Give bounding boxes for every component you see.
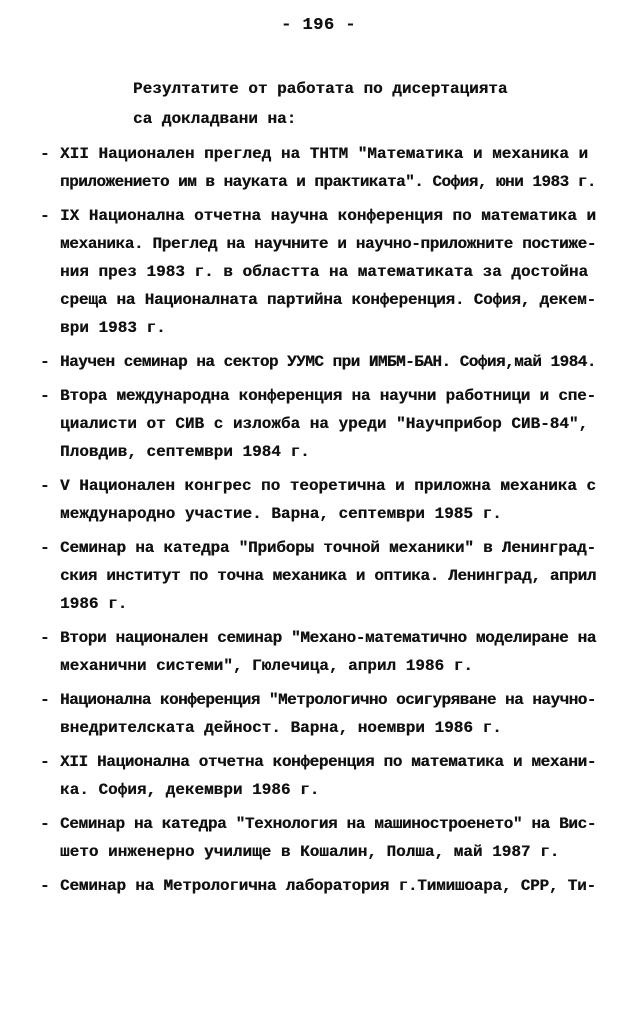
list-item: [36, 472, 596, 528]
list-item-line: Научен семинар на сектор УУМС при ИМБМ-БАН. София,май 1984.: [60, 353, 596, 371]
list-bullet-dash: -: [40, 691, 50, 709]
list-item-line: Пловдив, септември 1984 г.: [60, 443, 310, 461]
list-item-line: Национална конференция "Метрологично осигуряване на научно-: [60, 691, 596, 709]
list-item-line: среща на Националната партийна конференция. София, декем-: [60, 291, 596, 309]
list-item-line: Семинар на катедра "Приборы точной механики" в Ленинград-: [60, 539, 596, 557]
list-item-line: механика. Преглед на научните и научно-приложните постиже-: [60, 235, 597, 253]
list-item: [36, 748, 596, 804]
list-bullet-dash: -: [40, 629, 50, 647]
list-bullet-dash: -: [40, 207, 50, 225]
list-item-line: механични системи", Гюлечица, април 1986 г.: [60, 657, 473, 675]
list-item-line: ския институт по точна механика и оптика. Ленинград, април: [60, 567, 597, 585]
list-item: [36, 534, 596, 618]
list-item: [36, 624, 596, 680]
list-item-line: ния през 1983 г. в областта на математиката за достойна: [60, 263, 589, 281]
list-item-line: приложението им в науката и практиката". София, юни 1983 г.: [60, 173, 596, 191]
list-item: [36, 140, 596, 196]
list-item-line: внедрителската дейност. Варна, ноември 1986 г.: [60, 719, 502, 737]
list-bullet-dash: -: [40, 815, 50, 833]
list-item-line: 1986 г.: [60, 595, 128, 613]
list-item-line: шето инженерно училище в Кошалин, Полша, май 1987 г.: [60, 843, 560, 861]
list-bullet-dash: -: [40, 753, 50, 771]
list-item-line: Семинар на катедра "Технология на машиностроенето" на Вис-: [60, 815, 597, 833]
list-item-line: ври 1983 г.: [60, 319, 166, 337]
intro-paragraph: [133, 74, 507, 134]
list-item-line: международно участие. Варна, септември 1985 г.: [60, 505, 502, 523]
list-bullet-dash: -: [40, 477, 50, 495]
list-item-line: Семинар на Метрологична лаборатория г.Тимишоара, СРР, Ти-: [60, 877, 596, 895]
intro-line: Резултатите от работата по дисертацията: [133, 80, 508, 98]
list-item: [36, 382, 596, 466]
list-item-line: Втора международна конференция на научни работници и спе-: [60, 387, 596, 405]
list-item-line: ка. София, декември 1986 г.: [60, 781, 320, 799]
page-number: - 196 -: [281, 16, 356, 35]
list-bullet-dash: -: [40, 387, 50, 405]
list-item-line: XII Национален преглед на ТНТМ "Математика и механика и: [60, 145, 589, 163]
intro-line: са докладвани на:: [133, 110, 297, 128]
list-item: [36, 872, 596, 900]
list-item: [36, 202, 596, 342]
list-item-line: циалисти от СИВ с изложба на уреди "Научприбор СИВ-84",: [60, 415, 589, 433]
list-item-line: XII Национална отчетна конференция по математика и механи-: [60, 753, 597, 771]
list-bullet-dash: -: [40, 353, 50, 371]
list-item: [36, 348, 596, 376]
list-bullet-dash: -: [40, 539, 50, 557]
list-item-line: Втори национален семинар "Механо-математично моделиране на: [60, 629, 597, 647]
list-item-line: IX Национална отчетна научна конференция по математика и: [60, 207, 597, 225]
list-bullet-dash: -: [40, 877, 50, 895]
list-bullet-dash: -: [40, 145, 50, 163]
list-item: [36, 686, 596, 742]
list-item: [36, 810, 596, 866]
list-item-line: V Национален конгрес по теоретична и приложна механика с: [60, 477, 597, 495]
presentation-list: [36, 140, 596, 906]
